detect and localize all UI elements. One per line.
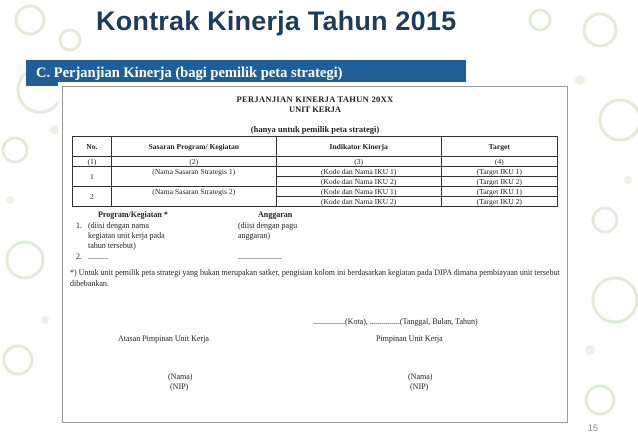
anggaran-header: Anggaran <box>258 210 293 219</box>
program-item2-dots: .......... <box>88 252 108 261</box>
anggaran-item2-dots: ...................... <box>238 252 282 261</box>
program-item2-no: 2. <box>76 252 82 261</box>
signatory-right-nip: (NIP) <box>410 382 429 391</box>
section-banner: C. Perjanjian Kinerja (bagi pemilik peta strategi) <box>26 60 466 86</box>
anggaran-item1-line: anggaran) <box>238 231 270 240</box>
header-target: Target <box>441 137 557 157</box>
anggaran-item1-line: (diisi dengan pagu <box>238 221 298 230</box>
doc-title-line1: PERJANJIAN KINERJA TAHUN 20XX <box>236 94 394 104</box>
numbering-cell: (3) <box>276 157 441 167</box>
table-numbering-row <box>73 157 558 167</box>
program-item1-line: tahun tersebut) <box>88 241 136 250</box>
slide-title: Kontrak Kinerja Tahun 2015 <box>96 6 457 36</box>
program-header: Program/Kegiatan * <box>98 210 168 219</box>
numbering-cell: (1) <box>73 157 112 167</box>
table-row <box>73 167 558 177</box>
signatory-right-name: (Nama) <box>408 372 433 381</box>
signatory-left-title: Atasan Pimpinan Unit Kerja <box>118 334 209 343</box>
row-sasaran: (Nama Sasaran Strategis 2) <box>111 187 276 207</box>
table-header-row <box>73 137 558 157</box>
row-target: (Target IKU 2) <box>441 197 557 207</box>
kinerja-table <box>72 136 558 207</box>
row-no: 2 <box>73 187 112 207</box>
page-number: 15 <box>588 423 599 433</box>
place-date-line: ................(Kota), ...............(Tanggal, Bulan, Tahun) <box>313 317 478 326</box>
row-iku: (Kode dan Nama IKU 2) <box>276 177 441 187</box>
row-target: (Target IKU 2) <box>441 177 557 187</box>
row-target: (Target IKU 1) <box>441 167 557 177</box>
doc-subtitle: (hanya untuk pemilik peta strategi) <box>250 124 380 134</box>
table-row <box>73 187 558 197</box>
signatory-left-nip: (NIP) <box>170 382 189 391</box>
footnote: *) Untuk unit pemilik peta strategi yang bukan merupakan satker, pengisian kolom ini berdasarkan kegiatan pada DIPA dimana pembiayaan unit tersebut dibebankan. <box>70 268 560 288</box>
header-sasaran: Sasaran Program/ Kegiatan <box>111 137 276 157</box>
row-target: (Target IKU 1) <box>441 187 557 197</box>
header-no: No. <box>73 137 112 157</box>
row-iku: (Kode dan Nama IKU 1) <box>276 167 441 177</box>
numbering-cell: (2) <box>111 157 276 167</box>
doc-title-line2: UNIT KERJA <box>288 104 342 114</box>
program-item1-line: kegiatan unit kerja pada <box>88 231 165 240</box>
document-image <box>58 82 572 427</box>
signatory-right-title: Pimpinan Unit Kerja <box>376 334 443 343</box>
row-iku: (Kode dan Nama IKU 2) <box>276 197 441 207</box>
row-sasaran: (Nama Sasaran Strategis 1) <box>111 167 276 187</box>
signatory-left-name: (Nama) <box>168 372 193 381</box>
header-indikator: Indikator Kinerja <box>276 137 441 157</box>
row-iku: (Kode dan Nama IKU 1) <box>276 187 441 197</box>
program-item1-line: (diisi dengan nama <box>88 221 149 230</box>
program-item1-no: 1. <box>76 221 82 230</box>
row-no: 1 <box>73 167 112 187</box>
numbering-cell: (4) <box>441 157 557 167</box>
